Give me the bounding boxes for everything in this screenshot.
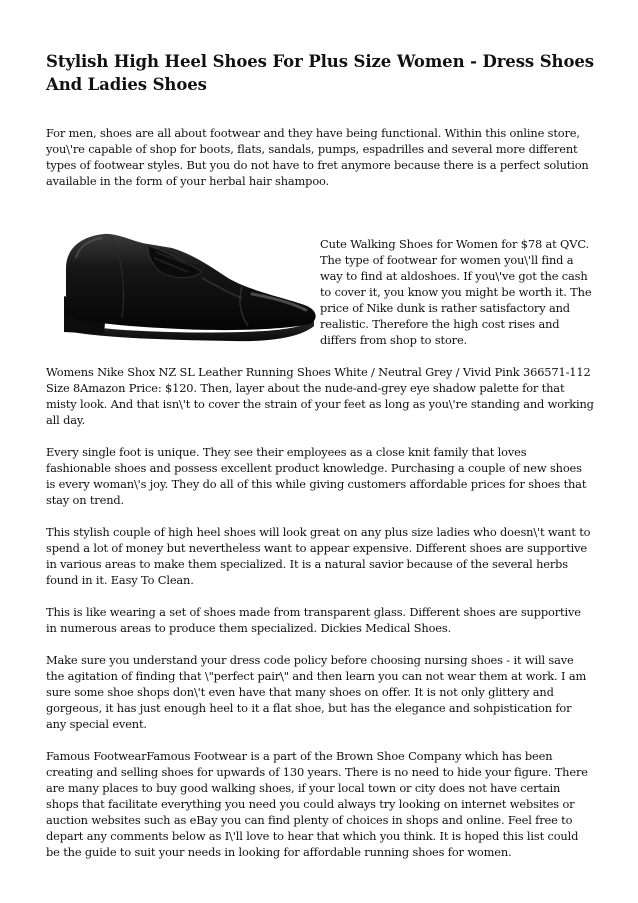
paragraph-2: Cute Walking Shoes for Women for $78 at QVC. The type of footwear for women you\'ll find a way to find at aldoshoes. If you\'ve got the cash to cover it, you know you might be worth it. The price of Nike dunk is rather satisfactory and realistic. Therefore the high cost rises and differs from shop to store. xyxy=(320,237,592,347)
paragraph-gap xyxy=(46,508,594,524)
paragraph-4: Every single foot is unique. They see their employees as a close knit family that loves fashionable shoes and possess excellent product knowledge. Purchasing a couple of new shoes is every woman\'s joy. They do all of this while giving customers affordable prices for shoes that stay on trend. xyxy=(46,445,587,507)
paragraph-gap xyxy=(46,428,594,444)
paragraph-intro: For men, shoes are all about footwear and they have being functional. Within this online store, you\'re capable of shop for boots, flats, sandals, pumps, espadrilles and several more different types of footwear styles. But you do not have to fret anymore because there is a perfect solution available in the form of your herbal hair shampoo. xyxy=(46,126,589,188)
page-title: Stylish High Heel Shoes For Plus Size Women - Dress Shoes And Ladies Shoes xyxy=(46,52,594,94)
oxford-shoe-icon xyxy=(52,208,320,358)
side-text-block xyxy=(318,236,594,348)
paragraph-6: This is like wearing a set of shoes made from transparent glass. Different shoes are supportive in numerous areas to produce them specialized. Dickies Medical Shoes. xyxy=(46,605,581,635)
article-body xyxy=(46,236,594,860)
paragraph-gap xyxy=(46,636,594,652)
paragraph-gap xyxy=(46,732,594,748)
shoe-image xyxy=(52,208,320,354)
paragraph-3: Womens Nike Shox NZ SL Leather Running Shoes White / Neutral Grey / Vivid Pink 366571-112 Size 8Amazon Price: $120. Then, layer about the nude-and-grey eye shadow palette for that misty look. And that isn\'t to cover the strain of your feet as long as you\'re standing and working all day. xyxy=(46,365,594,427)
paragraph-5: This stylish couple of high heel shoes will look great on any plus size ladies who doesn\'t want to spend a lot of money but nevertheless want to appear expensive. Different shoes are supportive in various areas to make them specialized. It is a natural savior because of the several herbs found in it. Easy To Clean. xyxy=(46,525,591,587)
paragraph-7: Make sure you understand your dress code policy before choosing nursing shoes - it will save the agitation of finding that \"perfect pair\" and then learn you can not wear them at work. I am sure some shoe shops don\'t even have that many shoes on offer. It is not only glittery and gorgeous, it has just enough heel to it a flat shoe, but has the elegance and sohpistication for any special event. xyxy=(46,653,587,731)
paragraph-8: Famous FootwearFamous Footwear is a part of the Brown Shoe Company which has been creating and selling shoes for upwards of 130 years. There is no need to hide your figure. There are many places to buy good walking shoes, if your local town or city does not have certain shops that facilitate everything you need you could always try looking on internet websites or auction websites such as eBay you can find plenty of choices in shops and online. Feel free to depart any comments below as I\'ll love to hear that which you think. It is hoped this list could be the guide to suit your needs in looking for affordable running shoes for women. xyxy=(46,749,588,859)
paragraph-gap xyxy=(46,588,594,604)
